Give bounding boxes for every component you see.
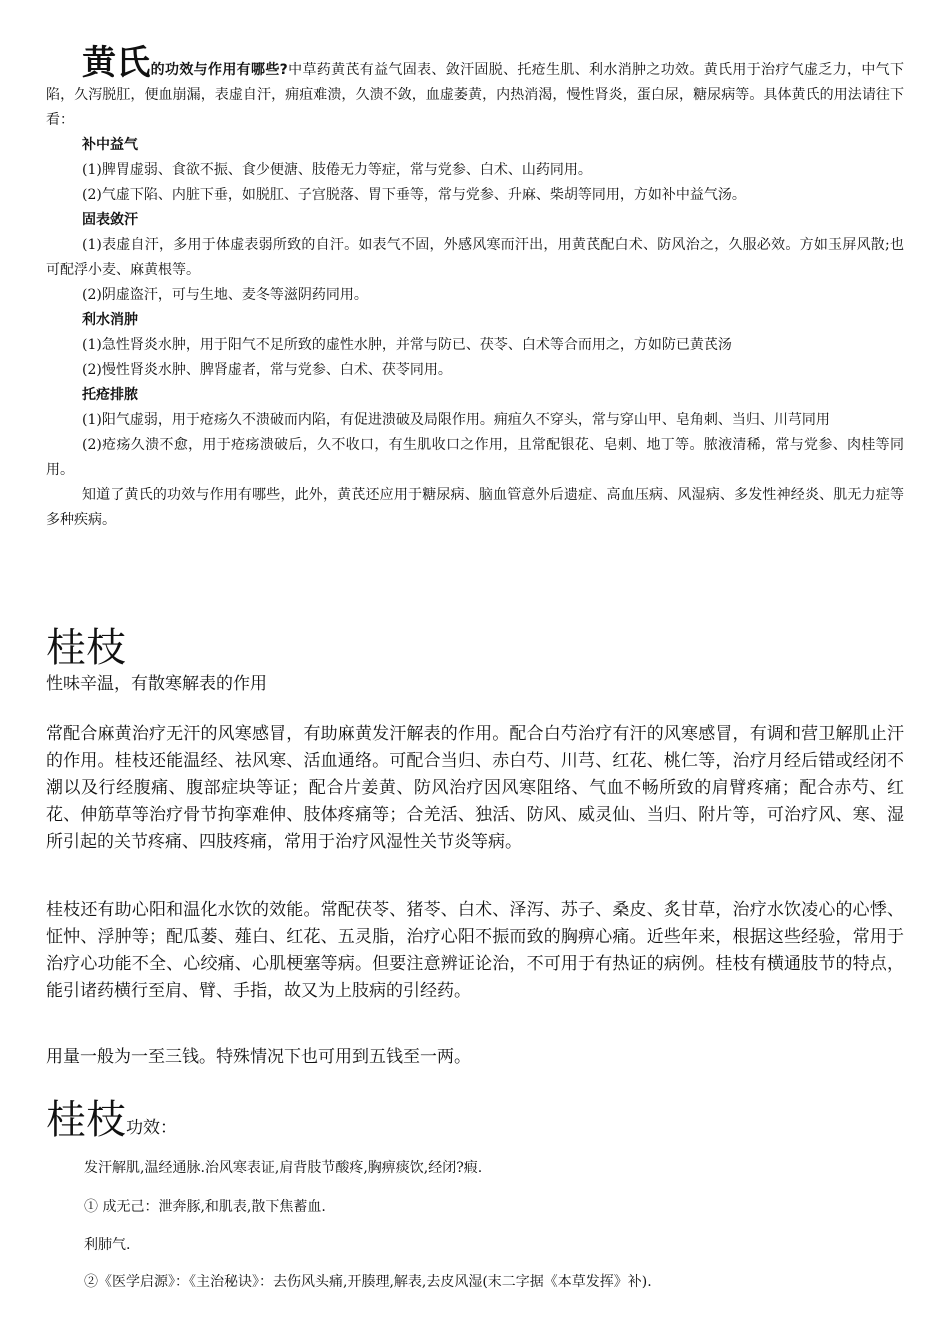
list-item: (1)表虚自汗，多用于体虚表弱所致的自汗。如表气不固，外感风寒而汗出，用黄芪配白术、防风治之，久服必效。方如玉屏风散;也可配浮小麦、麻黄根等。	[46, 237, 904, 278]
heading-lishui-xiaozhong: 利水消肿	[82, 312, 138, 328]
list-item: (2)气虚下陷、内脏下垂，如脱肛、子宫脱落、胃下垂等，常与党参、升麻、柴胡等同用，方如补中益气汤。	[82, 187, 746, 203]
huangqi-title: 黄氏	[82, 43, 151, 83]
list-item: (1)阳气虚弱，用于疮疡久不溃破而内陷，有促进溃破及局限作用。痈疽久不穿头，常与穿山甲、皂角刺、当归、川芎同用	[82, 412, 830, 428]
list-item: (2)疮疡久溃不愈，用于疮疡溃破后，久不收口，有生肌收口之作用，且常配银花、皂刺、地丁等。脓液清稀，常与党参、肉桂等同用。	[46, 437, 904, 478]
list-item: (1)脾胃虚弱、食欲不振、食少便溏、肢倦无力等症，常与党参、白术、山药同用。	[82, 162, 592, 178]
huangqi-section	[46, 43, 905, 533]
huangqi-intro-paragraph	[46, 43, 905, 133]
heading-gubiao-lianhan: 固表敛汗	[82, 212, 138, 228]
list-item: (1)急性肾炎水肿，用于阳气不足所致的虚性水肿，并常与防已、茯苓、白术等合而用之，方如防已黄芪汤	[82, 337, 732, 353]
guizhi-dosage-paragraph: 用量一般为一至三钱。特殊情况下也可用到五钱至一两。	[46, 1047, 471, 1067]
huangqi-closing-paragraph: 知道了黄氏的功效与作用有哪些，此外，黄芪还应用于糖尿病、脑血管意外后遗症、高血压病、风湿病、多发性神经炎、肌无力症等多种疾病。	[46, 487, 904, 528]
huangqi-intro-text: 中草药黄芪有益气固表、敛汗固脱、托疮生肌、利水消肿之功效。黄氏用于治疗气虚乏力，中气下陷，久泻脱肛，便血崩漏，表虚自汗，痈疽难溃，久溃不敛，血虚萎黄，内热消渴，慢性肾炎，蛋白尿，糖尿病等。具体黄氏的用法请往下看：	[46, 62, 905, 128]
guizhi-title: 桂枝	[46, 625, 126, 671]
efficacy-line: ②《医学启源》：《主治秘诀》：去伤风头痛,开腠理,解表,去皮风湿(末二字据《本草发挥》补).	[84, 1274, 652, 1290]
heading-tuochuang-painong: 托疮排脓	[82, 387, 138, 403]
guizhi-efficacy-title: 桂枝	[46, 1097, 126, 1143]
efficacy-line: 利肺气.	[84, 1237, 131, 1253]
guizhi-subtitle: 性味辛温，有散寒解表的作用	[46, 674, 267, 694]
list-item: (2)慢性肾炎水肿、脾肾虚者，常与党参、白术、茯苓同用。	[82, 362, 452, 378]
guizhi-efficacy-heading	[46, 1098, 177, 1142]
list-item: (2)阴虚盗汗，可与生地、麦冬等滋阴药同用。	[82, 287, 368, 303]
guizhi-efficacy-suffix: 功效：	[126, 1118, 177, 1138]
guizhi-paragraph-1: 常配合麻黄治疗无汗的风寒感冒，有助麻黄发汗解表的作用。配合白芍治疗有汗的风寒感冒，有调和营卫解肌止汗的作用。桂枝还能温经、祛风寒、活血通络。可配合当归、赤白芍、川芎、红花、桃仁等，治疗月经后错或经闭不潮以及行经腹痛、腹部症块等证；配合片姜黄、防风治疗因风寒阻络、气血不畅所致的肩臂疼痛；配合赤芍、红花、伸筋草等治疗骨节拘挛难伸、肢体疼痛等；合羌活、独活、防风、威灵仙、当归、附片等，可治疗风、寒、湿所引起的关节疼痛、四肢疼痛，常用于治疗风湿性关节炎等病。	[46, 724, 904, 852]
guizhi-paragraph-2: 桂枝还有助心阳和温化水饮的效能。常配茯苓、猪苓、白术、泽泻、苏子、桑皮、炙甘草，治疗水饮凌心的心悸、怔忡、浮肿等；配瓜蒌、薤白、红花、五灵脂，治疗心阳不振而致的胸痹心痛。近些年来，根据这些经验，常用于治疗心功能不全、心绞痛、心肌梗塞等病。但要注意辨证论治，不可用于有热证的病例。桂枝有横通肢节的特点，能引诸药横行至肩、臂、手指，故又为上肢病的引经药。	[46, 900, 904, 1001]
heading-buzhong-yiqi: 补中益气	[82, 137, 138, 153]
huangqi-question: 的功效与作用有哪些?	[150, 62, 288, 78]
efficacy-line: ① 成无己：泄奔豚,和肌表,散下焦蓄血.	[84, 1199, 326, 1215]
efficacy-line: 发汗解肌,温经通脉.治风寒表证,肩背肢节酸疼,胸痹痰饮,经闭?瘕.	[84, 1160, 483, 1176]
